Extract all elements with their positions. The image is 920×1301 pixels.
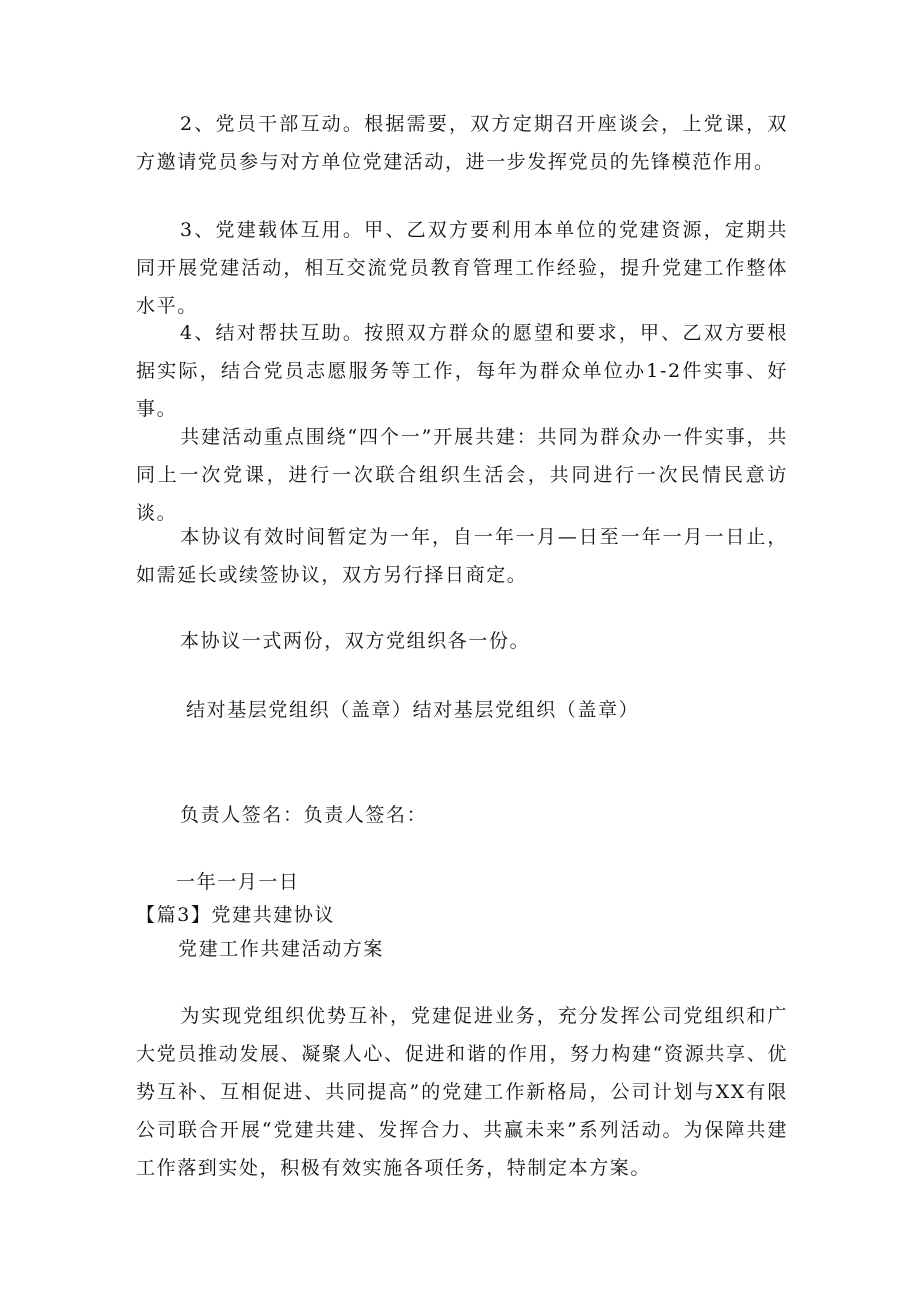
- paragraph-text: 为实现党组织优势互补，党建促进业务，充分发挥公司党组织和广大党员推动发展、凝聚人心、促进和谐的作用，努力构建“资源共享、优势互补、互相促进、共同提高”的党建工作新格局，公司计划与XX有限公司联合开展“党建共建、发挥合力、共赢未来”系列活动。为保障共建工作落到实处，积极有效实施各项任务，特制定本方案。: [136, 1005, 788, 1179]
- paragraph-text: 本协议有效时间暂定为一年，自一年一月—日至一年一月一日止，如需延长或续签协议，双方另行择日商定。: [136, 526, 788, 586]
- signature-line: 负责人签名：负责人签名：: [180, 804, 428, 826]
- section-heading: 【篇3】党建共建协议: [136, 904, 336, 926]
- paragraph-copies: [136, 622, 788, 660]
- paragraph-four-ones: [136, 418, 788, 532]
- paragraph-validity: [136, 518, 788, 594]
- paragraph-assistance: [136, 314, 788, 428]
- paragraph-carrier-sharing: [136, 211, 788, 325]
- seal-line: 结对基层党组织（盖章）结对基层党组织（盖章）: [186, 699, 640, 721]
- paragraph-text: 共建活动重点围绕“四个一”开展共建：共同为群众办一件实事，共同上一次党课，进行一次联合组织生活会，共同进行一次民情民意访谈。: [136, 426, 788, 524]
- paragraph-member-interaction: [136, 105, 788, 181]
- plan-intro-paragraph: [136, 997, 788, 1187]
- paragraph-text: 2、党员干部互动。根据需要，双方定期召开座谈会，上党课，双方邀请党员参与对方单位党建活动，进一步发挥党员的先锋模范作用。: [136, 113, 788, 173]
- plan-title: 党建工作共建活动方案: [178, 938, 385, 960]
- paragraph-text: 4、结对帮扶互助。按照双方群众的愿望和要求，甲、乙双方要根据实际，结合党员志愿服务等工作，每年为群众单位办1-2件实事、好事。: [136, 322, 788, 420]
- date-line: 一年一月一日: [176, 871, 300, 893]
- paragraph-text: 3、党建载体互用。甲、乙双方要利用本单位的党建资源，定期共同开展党建活动，相互交流党员教育管理工作经验，提升党建工作整体水平。: [136, 219, 788, 317]
- paragraph-text: 本协议一式两份，双方党组织各一份。: [180, 630, 531, 652]
